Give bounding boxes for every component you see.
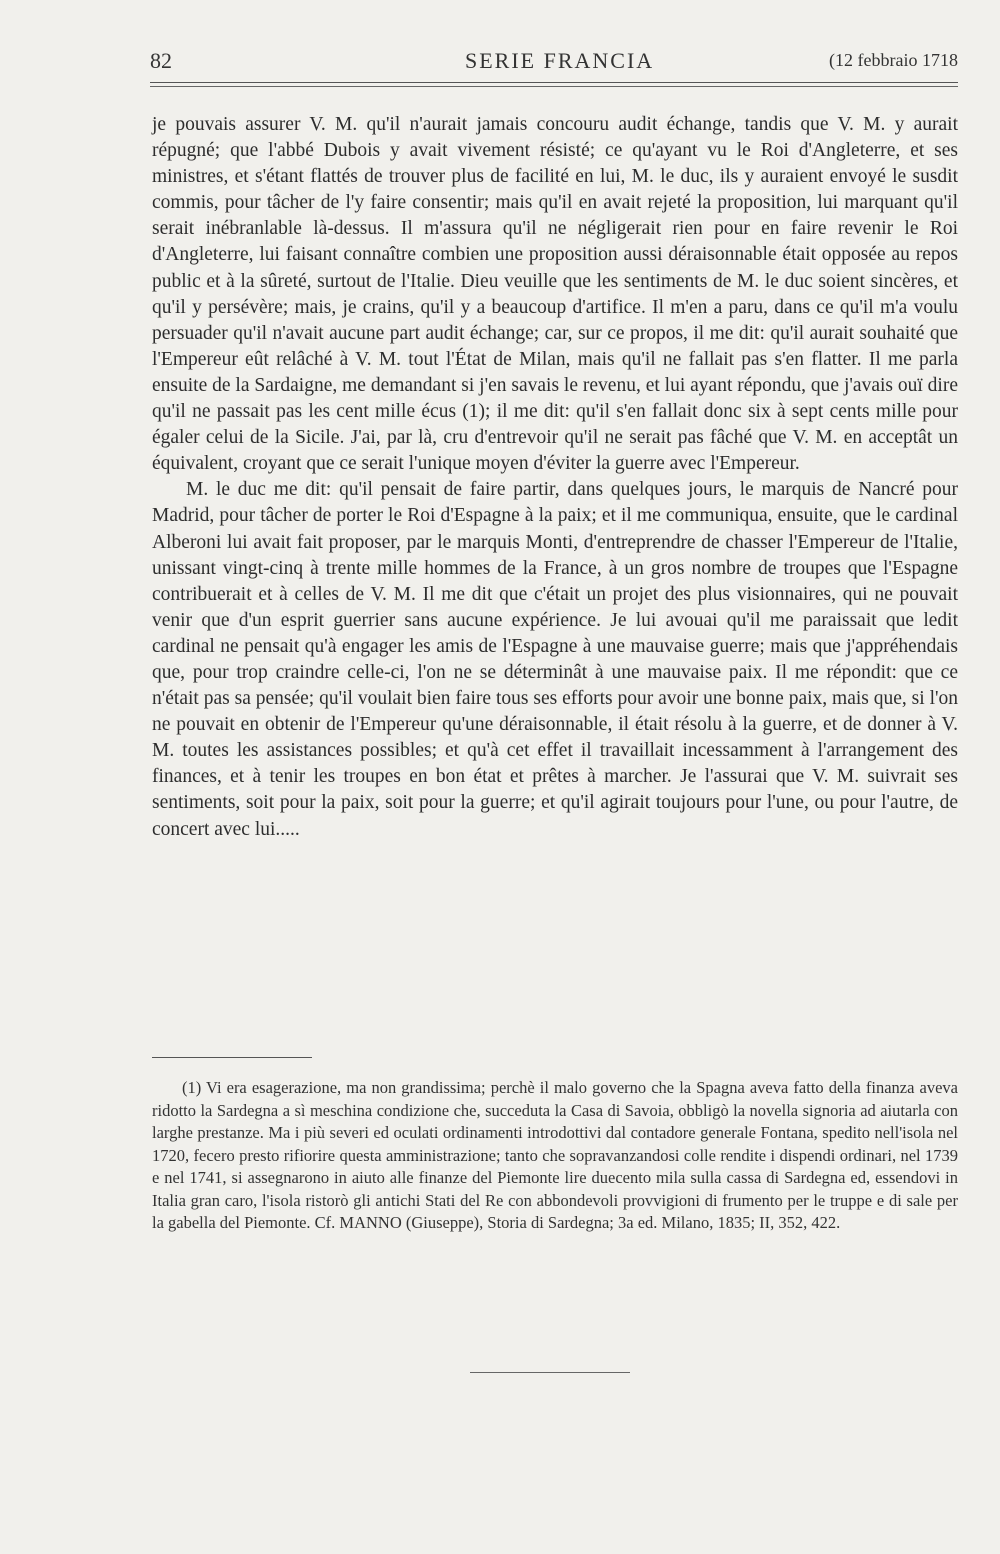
- running-header: [150, 48, 958, 78]
- footnote-text: (1) Vi era esagerazione, ma non grandissima; perchè il malo governo che la Spagna aveva fatto della finanza aveva ridotto la Sardegna a sì meschina condizione che, succeduta la Casa di Savoia, obbligò la novella signoria ad aiutarla con larghe prestanze. Ma i più severi ed oculati ordinamenti introdottivi dal contadore generale Fontana, spedito nell'isola nel 1720, fecero presto rifiorire questa amministrazione; tanto che sopravanzandosi colle rendite i dispendi ordinari, nel 1739 e nel 1741, si assegnarono in aiuto alle finanze del Piemonte lire duecento mila sulla cassa di Sardegna ed, essendovi in Italia gran caro, l'isola ristorò gli antichi Stati del Re con abbondevoli provvigioni di frumento per le truppe e di sale per la gabella del Piemonte. Cf. MANNO (Giuseppe), Storia di Sardegna; 3a ed. Milano, 1835; II, 352, 422.: [152, 1078, 958, 1232]
- footnote-separator: [152, 1057, 312, 1058]
- series-title: SERIE FRANCIA: [465, 48, 655, 73]
- header-rule-secondary: [150, 86, 958, 87]
- end-rule: [470, 1372, 630, 1373]
- main-text: [152, 112, 958, 843]
- header-date: (12 febbraio 1718: [829, 50, 958, 70]
- paragraph-1: je pouvais assurer V. M. qu'il n'aurait jamais concouru audit échange, tandis que V. M. y aurait répugné; que l'abbé Dubois y avait vivement résisté; ce qu'ayant vu le Roi d'Angleterre, et ses ministres, et s'étant flattés de trouver plus de facilité en lui, M. le duc, ils y auraient envoyé le susdit commis, pour tâcher de l'y faire consentir; mais qu'il en avait rejeté la proposition, lui marquant qu'il serait inébranlable là-dessus. Il m'assura qu'il ne négligerait rien pour en faire revenir le Roi d'Angleterre, lui faisant connaître combien une proposition aussi déraisonnable était opposée au repos public et à la sûreté, surtout de l'Italie. Dieu veuille que les sentiments de M. le duc soient sincères, et qu'il y persévère; mais, je crains, qu'il y a beaucoup d'artifice. Il m'en a paru, dans ce qu'il m'a voulu persuader qu'il n'avait aucune part audit échange; car, sur ce propos, il me dit: qu'il aurait souhaité que l'Empereur eût relâché à V. M. tout l'État de Milan, mais qu'il ne fallait pas s'en flatter. Il me parla ensuite de la Sardaigne, me demandant si j'en savais le revenu, et lui ayant répondu, que j'avais ouï dire qu'il ne passait pas les cent mille écus (1); il me dit: qu'il s'en fallait donc six à sept cents mille pour égaler celui de la Sicile. J'ai, par là, cru d'entrevoir qu'il ne serait pas fâché que V. M. en acceptât un équivalent, croyant que ce serait l'unique moyen d'éviter la guerre avec l'Empereur.: [152, 114, 958, 475]
- page-number: 82: [150, 48, 172, 73]
- header-rule: [150, 82, 958, 83]
- footnote: [152, 1077, 958, 1235]
- paragraph-2: M. le duc me dit: qu'il pensait de faire partir, dans quelques jours, le marquis de Nancré pour Madrid, pour tâcher de porter le Roi d'Espagne à la paix; et il me communiqua, ensuite, que le cardinal Alberoni lui avait fait proposer, par le marquis Monti, d'entreprendre de chasser l'Empereur de l'Italie, unissant vingt-cinq à trente mille hommes de la France, à un gros nombre de troupes que l'Espagne contribuerait et à celles de V. M. Il me dit que c'était un projet des plus visionnaires, qui ne pouvait venir que d'un esprit guerrier sans aucune expérience. Je lui avouai qu'il me paraissait que ledit cardinal ne pensait qu'à engager les amis de l'Espagne à une mauvaise guerre; mais que j'appréhendais que, pour trop craindre celle-ci, l'on ne se déterminât à une mauvaise paix. Il me répondit: que ce n'était pas sa pensée; qu'il voulait bien faire tous ses efforts pour avoir une bonne paix, mais que, si l'on ne pouvait en obtenir de l'Empereur qu'une déraisonnable, il était résolu à la guerre, et de donner à V. M. toutes les assistances possibles; et qu'à cet effet il travaillait incessamment à l'arrangement des finances, et à tenir les troupes en bon état et prêtes à marcher. Je l'assurai que V. M. suivrait ses sentiments, soit pour la paix, soit pour la guerre; et qu'il agirait toujours pour l'une, ou pour l'autre, de concert avec lui.....: [152, 479, 958, 840]
